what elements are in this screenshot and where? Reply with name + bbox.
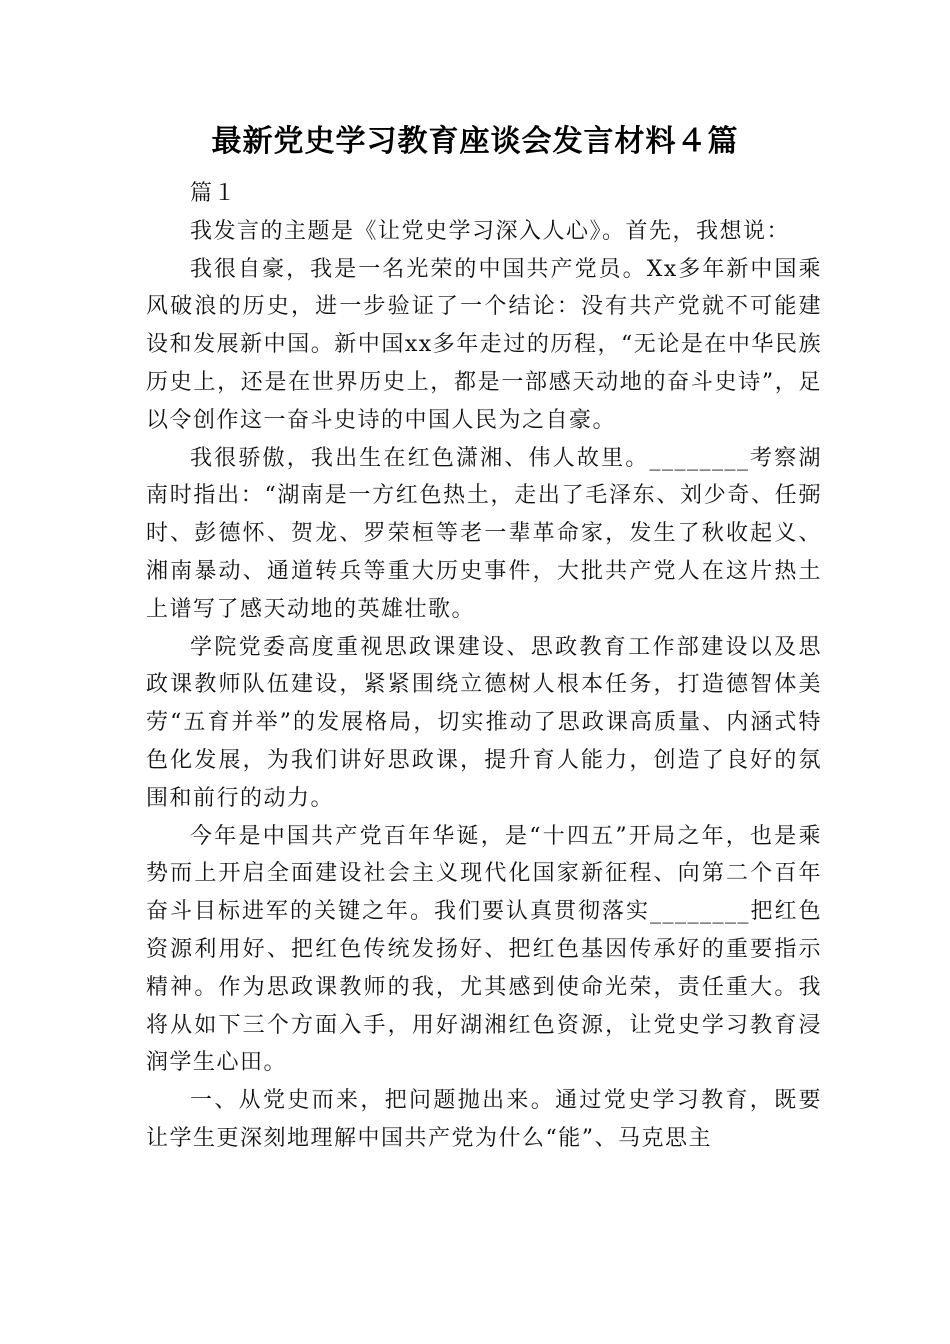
section-heading: 篇１ <box>190 181 238 206</box>
paragraph: 今年是中国共产党百年华诞，是“十四五”开局之年，也是乘势而上开启全面建设社会主义现代化国家新征程、向第二个百年奋斗目标进军的关键之年。我们要认真贯彻落实________把红色资源利用好、把红色传统发扬好、把红色基因传承好的重要指示精神。作为思政课教师的我，尤其感到使命光荣，责任重大。我将从如下三个方面入手，用好湖湘红色资源，让党史学习教育浸润学生心田。 <box>146 823 822 1076</box>
document-body <box>146 175 822 1158</box>
paragraph: 一、从党史而来，把问题抛出来。通过党史学习教育，既要让学生更深刻地理解中国共产党为什么“能”、马克思主 <box>146 1088 822 1151</box>
paragraph: 我发言的主题是《让党史学习深入人心》。首先，我想说： <box>190 218 791 244</box>
paragraph: 我很自豪，我是一名光荣的中国共产党员。Xx多年新中国乘风破浪的历史，进一步验证了一个结论：没有共产党就不可能建设和发展新中国。新中国xx多年走过的历程，“无论是在中华民族历史上，还是在世界历史上，都是一部感天动地的奋斗史诗”，足以令创作这一奋斗史诗的中国人民为之自豪。 <box>146 256 822 433</box>
paragraph: 学院党委高度重视思政课建设、思政教育工作部建设以及思政课教师队伍建设，紧紧围绕立德树人根本任务，打造德智体美劳“五育并举”的发展格局，切实推动了思政课高质量、内涵式特色化发展，为我们讲好思政课，提升育人能力，创造了良好的氛围和前行的动力。 <box>146 634 822 811</box>
paragraph: 我很骄傲，我出生在红色潇湘、伟人故里。________考察湖南时指出：“湖南是一方红色热土，走出了毛泽东、刘少奇、任弼时、彭德怀、贺龙、罗荣桓等老一辈革命家，发生了秋收起义、湘南暴动、通道转兵等重大历史事件，大批共产党人在这片热土上谱写了感天动地的英雄壮歌。 <box>146 445 822 622</box>
document-title: 最新党史学习教育座谈会发言材料４篇 <box>211 124 739 159</box>
